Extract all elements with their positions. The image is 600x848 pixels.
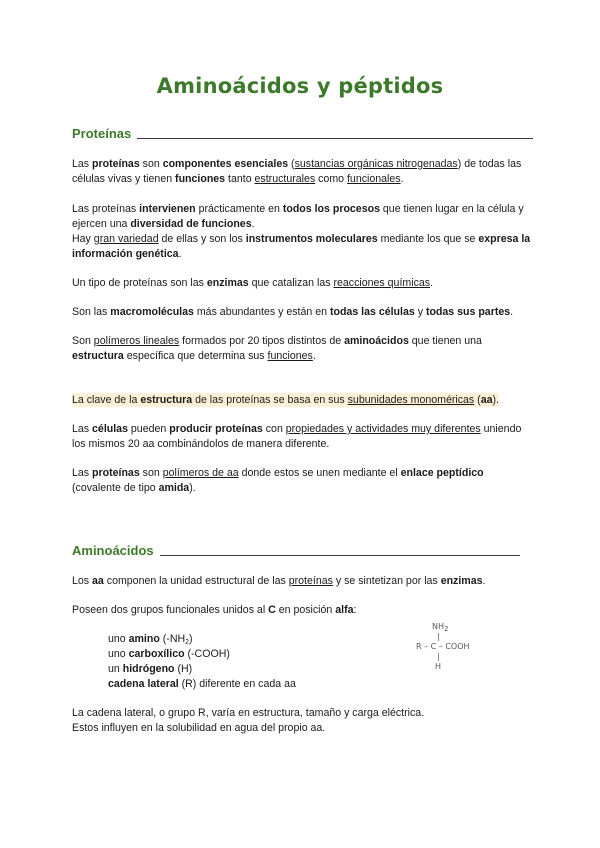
text-run: 2: [185, 639, 190, 646]
functional-groups-list: [108, 632, 296, 692]
paragraph: [72, 334, 532, 364]
bold-text: amida: [158, 482, 190, 494]
text-run: prácticamente en: [195, 203, 283, 215]
bold-text: macromoléculas: [110, 306, 194, 318]
text-run: (H): [174, 663, 193, 675]
bold-text: funciones: [175, 173, 226, 185]
bold-text: todos los procesos: [282, 203, 380, 215]
bold-text: cadena lateral: [108, 678, 179, 690]
bold-text: estructura: [140, 394, 193, 406]
paragraph: [72, 706, 532, 721]
bold-text: proteínas: [92, 158, 140, 170]
text-run: Las proteínas: [72, 203, 140, 215]
underlined-text: propiedades y actividades muy diferentes: [285, 423, 481, 435]
text-run: .: [400, 173, 404, 185]
text-run: y: [414, 306, 426, 318]
formula-bond-top: |: [437, 632, 440, 641]
bold-text: intervienen: [139, 203, 196, 215]
text-run: (: [288, 158, 295, 170]
text-run: pueden: [127, 423, 170, 435]
bold-text: células: [92, 423, 128, 435]
amino-acid-structure-formula: [416, 620, 496, 676]
text-run: (R) diferente en cada aa: [178, 678, 296, 690]
text-run: ).: [189, 482, 196, 494]
bold-text: aa: [92, 575, 104, 587]
bold-text: hidrógeno: [122, 663, 175, 675]
heading-rule: [160, 554, 520, 556]
text-run: Las: [72, 423, 93, 435]
text-run: ): [189, 633, 193, 645]
section-heading-aminoacidos: [72, 543, 520, 558]
text-run: ) de todas las células vivas y tienen: [72, 158, 522, 185]
text-run: Son las: [72, 306, 111, 318]
text-run: componen la unidad estructural de las: [103, 575, 289, 587]
bold-text: estructura: [72, 350, 124, 362]
text-run: uno: [108, 648, 129, 660]
highlight: [72, 393, 499, 407]
underlined-text: gran variedad: [93, 233, 159, 245]
text-run: Estos influyen en la solubilidad en agua del propio aa.: [72, 722, 326, 734]
bold-text: C: [268, 604, 276, 616]
text-run: .: [178, 248, 182, 260]
bold-text: diversidad de funciones: [130, 218, 252, 230]
text-run: más abundantes y están en: [193, 306, 330, 318]
text-run: que tienen una: [408, 335, 482, 347]
text-run: .: [482, 575, 486, 587]
formula-bond-bottom: |: [437, 652, 440, 661]
text-run: .: [251, 218, 255, 230]
bold-text: enzimas: [440, 575, 483, 587]
text-run: La cadena lateral, o grupo R, varía en estructura, tamaño y carga eléctrica.: [72, 707, 425, 719]
text-run: .: [510, 306, 514, 318]
text-run: (-COOH): [184, 648, 230, 660]
bold-text: producir proteínas: [169, 423, 263, 435]
text-run: :: [353, 604, 357, 616]
paragraph: [72, 157, 532, 187]
underlined-text: estructurales: [254, 173, 316, 185]
paragraph: [72, 202, 532, 232]
bold-text: aa: [480, 394, 493, 406]
bold-text: enzimas: [206, 277, 249, 289]
heading-rule: [137, 137, 533, 139]
bold-text: aminoácidos: [344, 335, 409, 347]
list-item: [108, 662, 296, 677]
text-run: de ellas y son los: [158, 233, 246, 245]
section-heading-label: Proteínas: [72, 126, 132, 141]
underlined-text: reacciones químicas: [333, 277, 431, 289]
text-run: .: [312, 350, 316, 362]
section-heading-proteinas: [72, 126, 533, 141]
text-run: mediante los que se: [377, 233, 479, 245]
underlined-text: funciones: [267, 350, 313, 362]
text-run: (: [474, 394, 481, 406]
underlined-text: polímeros de aa: [162, 467, 239, 479]
text-run: son: [139, 158, 163, 170]
text-run: Poseen dos grupos funcionales unidos al: [72, 604, 269, 616]
underlined-text: sustancias orgánicas nitrogenadas: [294, 158, 458, 170]
text-run: un: [108, 663, 123, 675]
list-item: [108, 647, 296, 662]
section-heading-label: Aminoácidos: [72, 543, 154, 558]
underlined-text: subunidades monoméricas: [347, 394, 475, 406]
formula-h: H: [435, 662, 442, 671]
underlined-text: funcionales: [346, 173, 401, 185]
text-run: donde estos se unen mediante el: [238, 467, 401, 479]
text-run: como: [315, 173, 347, 185]
text-run: Son: [72, 335, 94, 347]
text-run: formados por 20 tipos distintos de: [179, 335, 345, 347]
bold-text: expresa la información genética: [72, 233, 531, 260]
bold-text: amino: [128, 633, 160, 645]
formula-nh2: $NH_2$: [432, 622, 449, 633]
text-run: específica que determina sus: [123, 350, 268, 362]
underlined-text: proteínas: [288, 575, 333, 587]
text-run: Un tipo de proteínas son las: [72, 277, 207, 289]
bold-text: enlace peptídico: [400, 467, 484, 479]
text-run: de las proteínas se basa en sus: [192, 394, 348, 406]
text-run: uniendo los mismos 20 aa combinándolos de manera diferente.: [72, 423, 522, 450]
text-run: que tienen lugar en la célula y ejercen una: [72, 203, 524, 230]
text-run: que catalizan las: [248, 277, 334, 289]
text-run: tanto: [225, 173, 255, 185]
text-run: ).: [492, 394, 499, 406]
paragraph: [72, 305, 532, 320]
text-run: .: [430, 277, 434, 289]
paragraph: [72, 603, 532, 618]
bold-text: instrumentos moleculares: [245, 233, 378, 245]
text-run: Las: [72, 158, 93, 170]
bold-text: todas las células: [329, 306, 415, 318]
paragraph: [72, 422, 532, 452]
bold-text: carboxílico: [128, 648, 185, 660]
bold-text: alfa: [335, 604, 354, 616]
text-run: con: [262, 423, 286, 435]
page-title: Aminoácidos y péptidos: [156, 74, 444, 98]
paragraph: [72, 574, 532, 589]
text-run: (-NH: [159, 633, 186, 645]
text-run: Hay: [72, 233, 94, 245]
list-item: [108, 632, 296, 647]
paragraph: [72, 276, 532, 291]
list-item: [108, 677, 296, 692]
text-run: uno: [108, 633, 129, 645]
text-run: y se sintetizan por las: [332, 575, 441, 587]
bold-text: proteínas: [92, 467, 140, 479]
formula-main-row: R – C – COOH: [416, 642, 470, 651]
text-run: Las: [72, 467, 93, 479]
text-run: en posición: [275, 604, 336, 616]
text-run: (covalente de tipo: [72, 482, 159, 494]
bold-text: todas sus partes: [425, 306, 511, 318]
paragraph: [72, 721, 532, 736]
paragraph: [72, 466, 532, 496]
bold-text: componentes esenciales: [162, 158, 289, 170]
paragraph: [72, 232, 532, 262]
text-run: Los: [72, 575, 93, 587]
underlined-text: polímeros lineales: [93, 335, 180, 347]
highlighted-paragraph: [72, 393, 532, 408]
text-run: son: [139, 467, 163, 479]
text-run: La clave de la: [72, 394, 141, 406]
